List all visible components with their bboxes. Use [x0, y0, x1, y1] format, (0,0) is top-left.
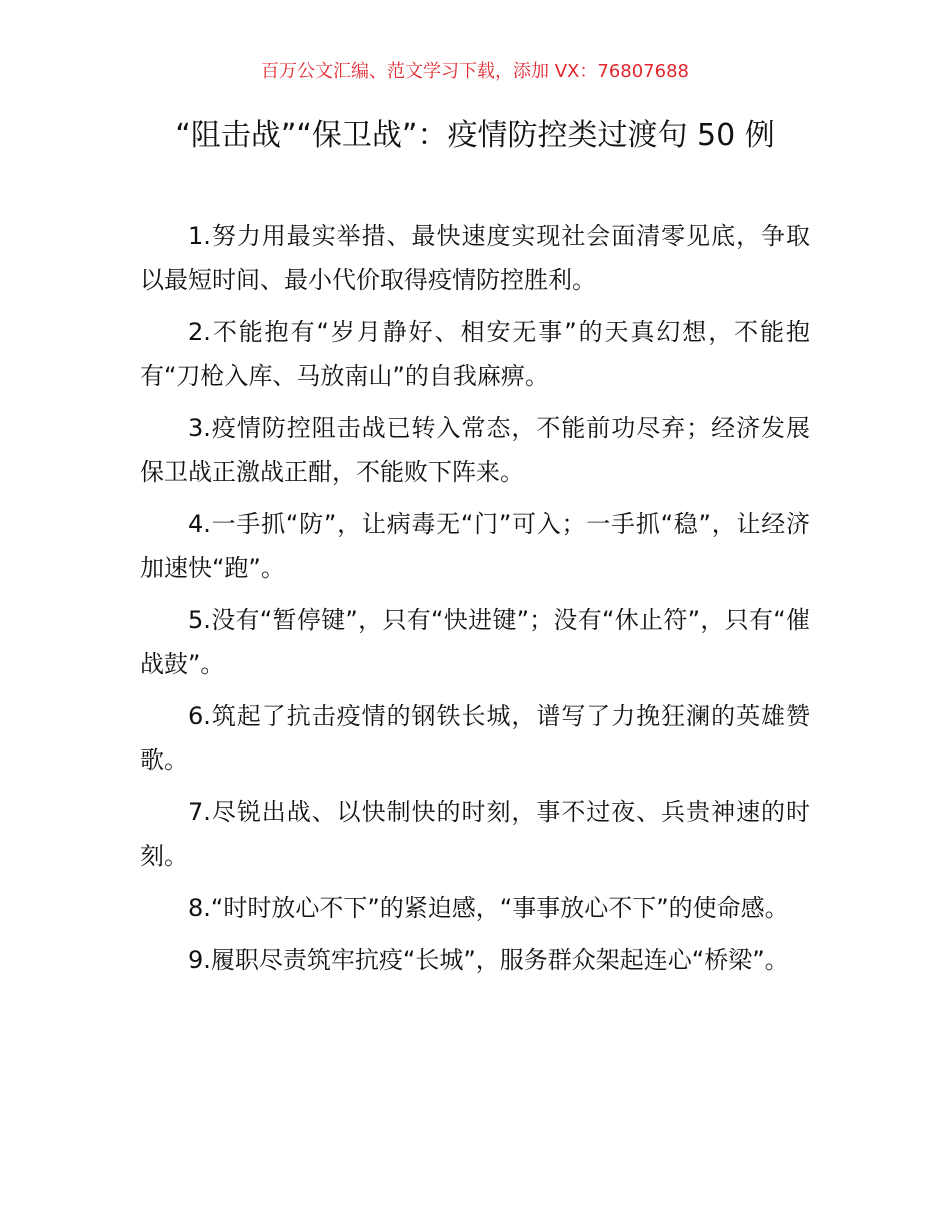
- paragraph-1: 1.努力用最实举措、最快速度实现社会面清零见底，争取以最短时间、最小代价取得疫情防控胜利。: [140, 222, 810, 294]
- paragraph-2: 2.不能抱有“岁月静好、相安无事”的天真幻想，不能抱有“刀枪入库、马放南山”的自我麻痹。: [140, 318, 810, 390]
- paragraph-3: 3.疫情防控阻击战已转入常态，不能前功尽弃；经济发展保卫战正激战正酣，不能败下阵来。: [140, 414, 810, 486]
- paragraph-6: 6.筑起了抗击疫情的钢铁长城，谱写了力挽狂澜的英雄赞歌。: [140, 702, 810, 774]
- paragraph-4: 4.一手抓“防”，让病毒无“门”可入；一手抓“稳”，让经济加速快“跑”。: [140, 510, 810, 582]
- paragraph-8: 8.“时时放心不下”的紧迫感，“事事放心不下”的使命感。: [188, 894, 789, 922]
- paragraph-7: 7.尽锐出战、以快制快的时刻，事不过夜、兵贵神速的时刻。: [140, 798, 810, 870]
- paragraph-9: 9.履职尽责筑牢抗疫“长城”，服务群众架起连心“桥梁”。: [188, 946, 789, 974]
- document-body: [140, 214, 810, 990]
- watermark-header: 百万公文汇编、范文学习下载，添加 VX：76807688: [261, 61, 689, 82]
- document-title: “阻击战”“保卫战”：疫情防控类过渡句 50 例: [175, 118, 775, 153]
- paragraph-5: 5.没有“暂停键”，只有“快进键”；没有“休止符”，只有“催战鼓”。: [140, 606, 810, 678]
